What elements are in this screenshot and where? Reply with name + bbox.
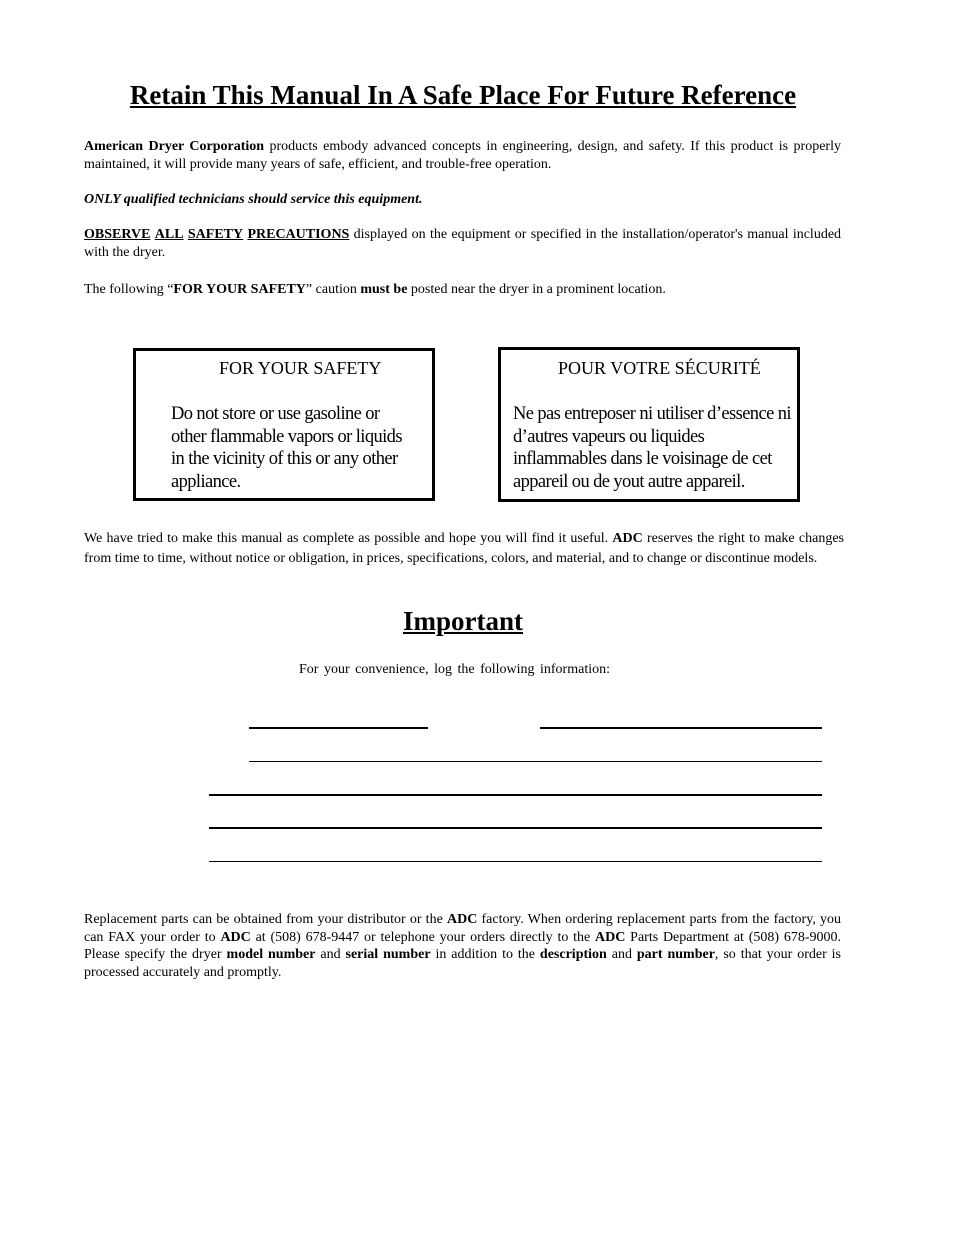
page-title: Retain This Manual In A Safe Place For Future Reference <box>129 80 797 110</box>
manual-note-text-1: We have tried to make this manual as complete as possible and hope you will find it useful. <box>84 531 613 546</box>
serial-number-label: serial number <box>345 947 431 962</box>
replacement-text-4: Parts Department at (508) 678-9000. Please specify the dryer <box>84 929 841 962</box>
replacement-text-3: at (508) 678-9447 or telephone your orders directly to the <box>250 929 596 945</box>
replacement-parts-paragraph <box>84 911 841 981</box>
manual-note-paragraph <box>84 529 844 568</box>
log-blank-line-2[interactable] <box>540 727 822 729</box>
part-number-label: part number <box>636 947 715 962</box>
following-text-1: The following “ <box>84 282 174 297</box>
important-heading: Important <box>403 606 523 636</box>
observe-word: OBSERVE <box>84 227 151 242</box>
observe-paragraph <box>84 226 841 261</box>
safety-box-english-body: Do not store or use gasoline or other flammable vapors or liquids in the vicinity of this or any other appliance. <box>171 404 402 492</box>
safety-box-english <box>133 348 435 501</box>
adc-abbreviation-2: ADC <box>220 929 251 945</box>
adc-abbreviation-3: ADC <box>595 929 626 945</box>
adc-abbreviation: ADC <box>612 531 643 546</box>
adc-abbreviation-1: ADC <box>446 912 478 927</box>
safety-box-english-heading: FOR YOUR SAFETY <box>219 358 382 378</box>
following-text-3: posted near the dryer in a prominent location. <box>407 282 666 297</box>
replacement-text-5: and <box>315 947 346 962</box>
following-bold-2: must be <box>360 282 408 297</box>
manual-note-text-2: reserves the right to make changes from time to time, without notice or obligation, in prices, specifications, colors, and material, and to change or discontinue models. <box>84 531 844 566</box>
intro-paragraph <box>84 138 841 173</box>
precautions-word: PRECAUTIONS <box>247 227 350 242</box>
log-blank-line-1[interactable] <box>249 727 428 729</box>
log-blank-line-3[interactable] <box>249 761 822 762</box>
following-paragraph <box>84 281 841 299</box>
replacement-text-7: and <box>606 947 637 962</box>
safety-box-french-heading: POUR VOTRE SÉCURITÉ <box>558 358 761 378</box>
safety-box-french <box>498 347 800 502</box>
qualified-notice: ONLY qualified technicians should service this equipment. <box>84 192 423 207</box>
model-number-label: model number <box>226 947 316 962</box>
company-name: American Dryer Corporation <box>84 139 265 154</box>
log-blank-line-6[interactable] <box>209 861 822 862</box>
following-text-2: ” caution <box>305 282 361 297</box>
replacement-text-6: in addition to the <box>430 947 540 962</box>
safety-word: SAFETY <box>187 227 244 242</box>
log-blank-line-4[interactable] <box>209 794 822 796</box>
replacement-text-2: factory. When ordering replacement parts from the factory, you can FAX your order to <box>84 912 841 945</box>
all-word: ALL <box>154 227 184 242</box>
description-label: description <box>539 947 607 962</box>
convenience-text: For your convenience, log the following information: <box>299 662 610 677</box>
replacement-text-8: , so that your order is processed accurately and promptly. <box>84 947 842 980</box>
replacement-text-1: Replacement parts can be obtained from your distributor or the <box>84 912 447 927</box>
intro-text: products embody advanced concepts in engineering, design, and safety. If this product is properly maintained, it will provide many years of safe, efficient, and trouble-free operation. <box>84 139 841 172</box>
following-bold-1: FOR YOUR SAFETY <box>173 282 306 297</box>
safety-box-french-body: Ne pas entreposer ni utiliser d’essence ni d’autres vapeurs ou liquides inflammables dans le voisinage de cet appareil ou de yout autre appareil. <box>513 404 791 492</box>
log-blank-line-5[interactable] <box>209 827 822 829</box>
observe-rest: displayed on the equipment or specified in the installation/operator's manual included with the dryer. <box>84 227 842 260</box>
